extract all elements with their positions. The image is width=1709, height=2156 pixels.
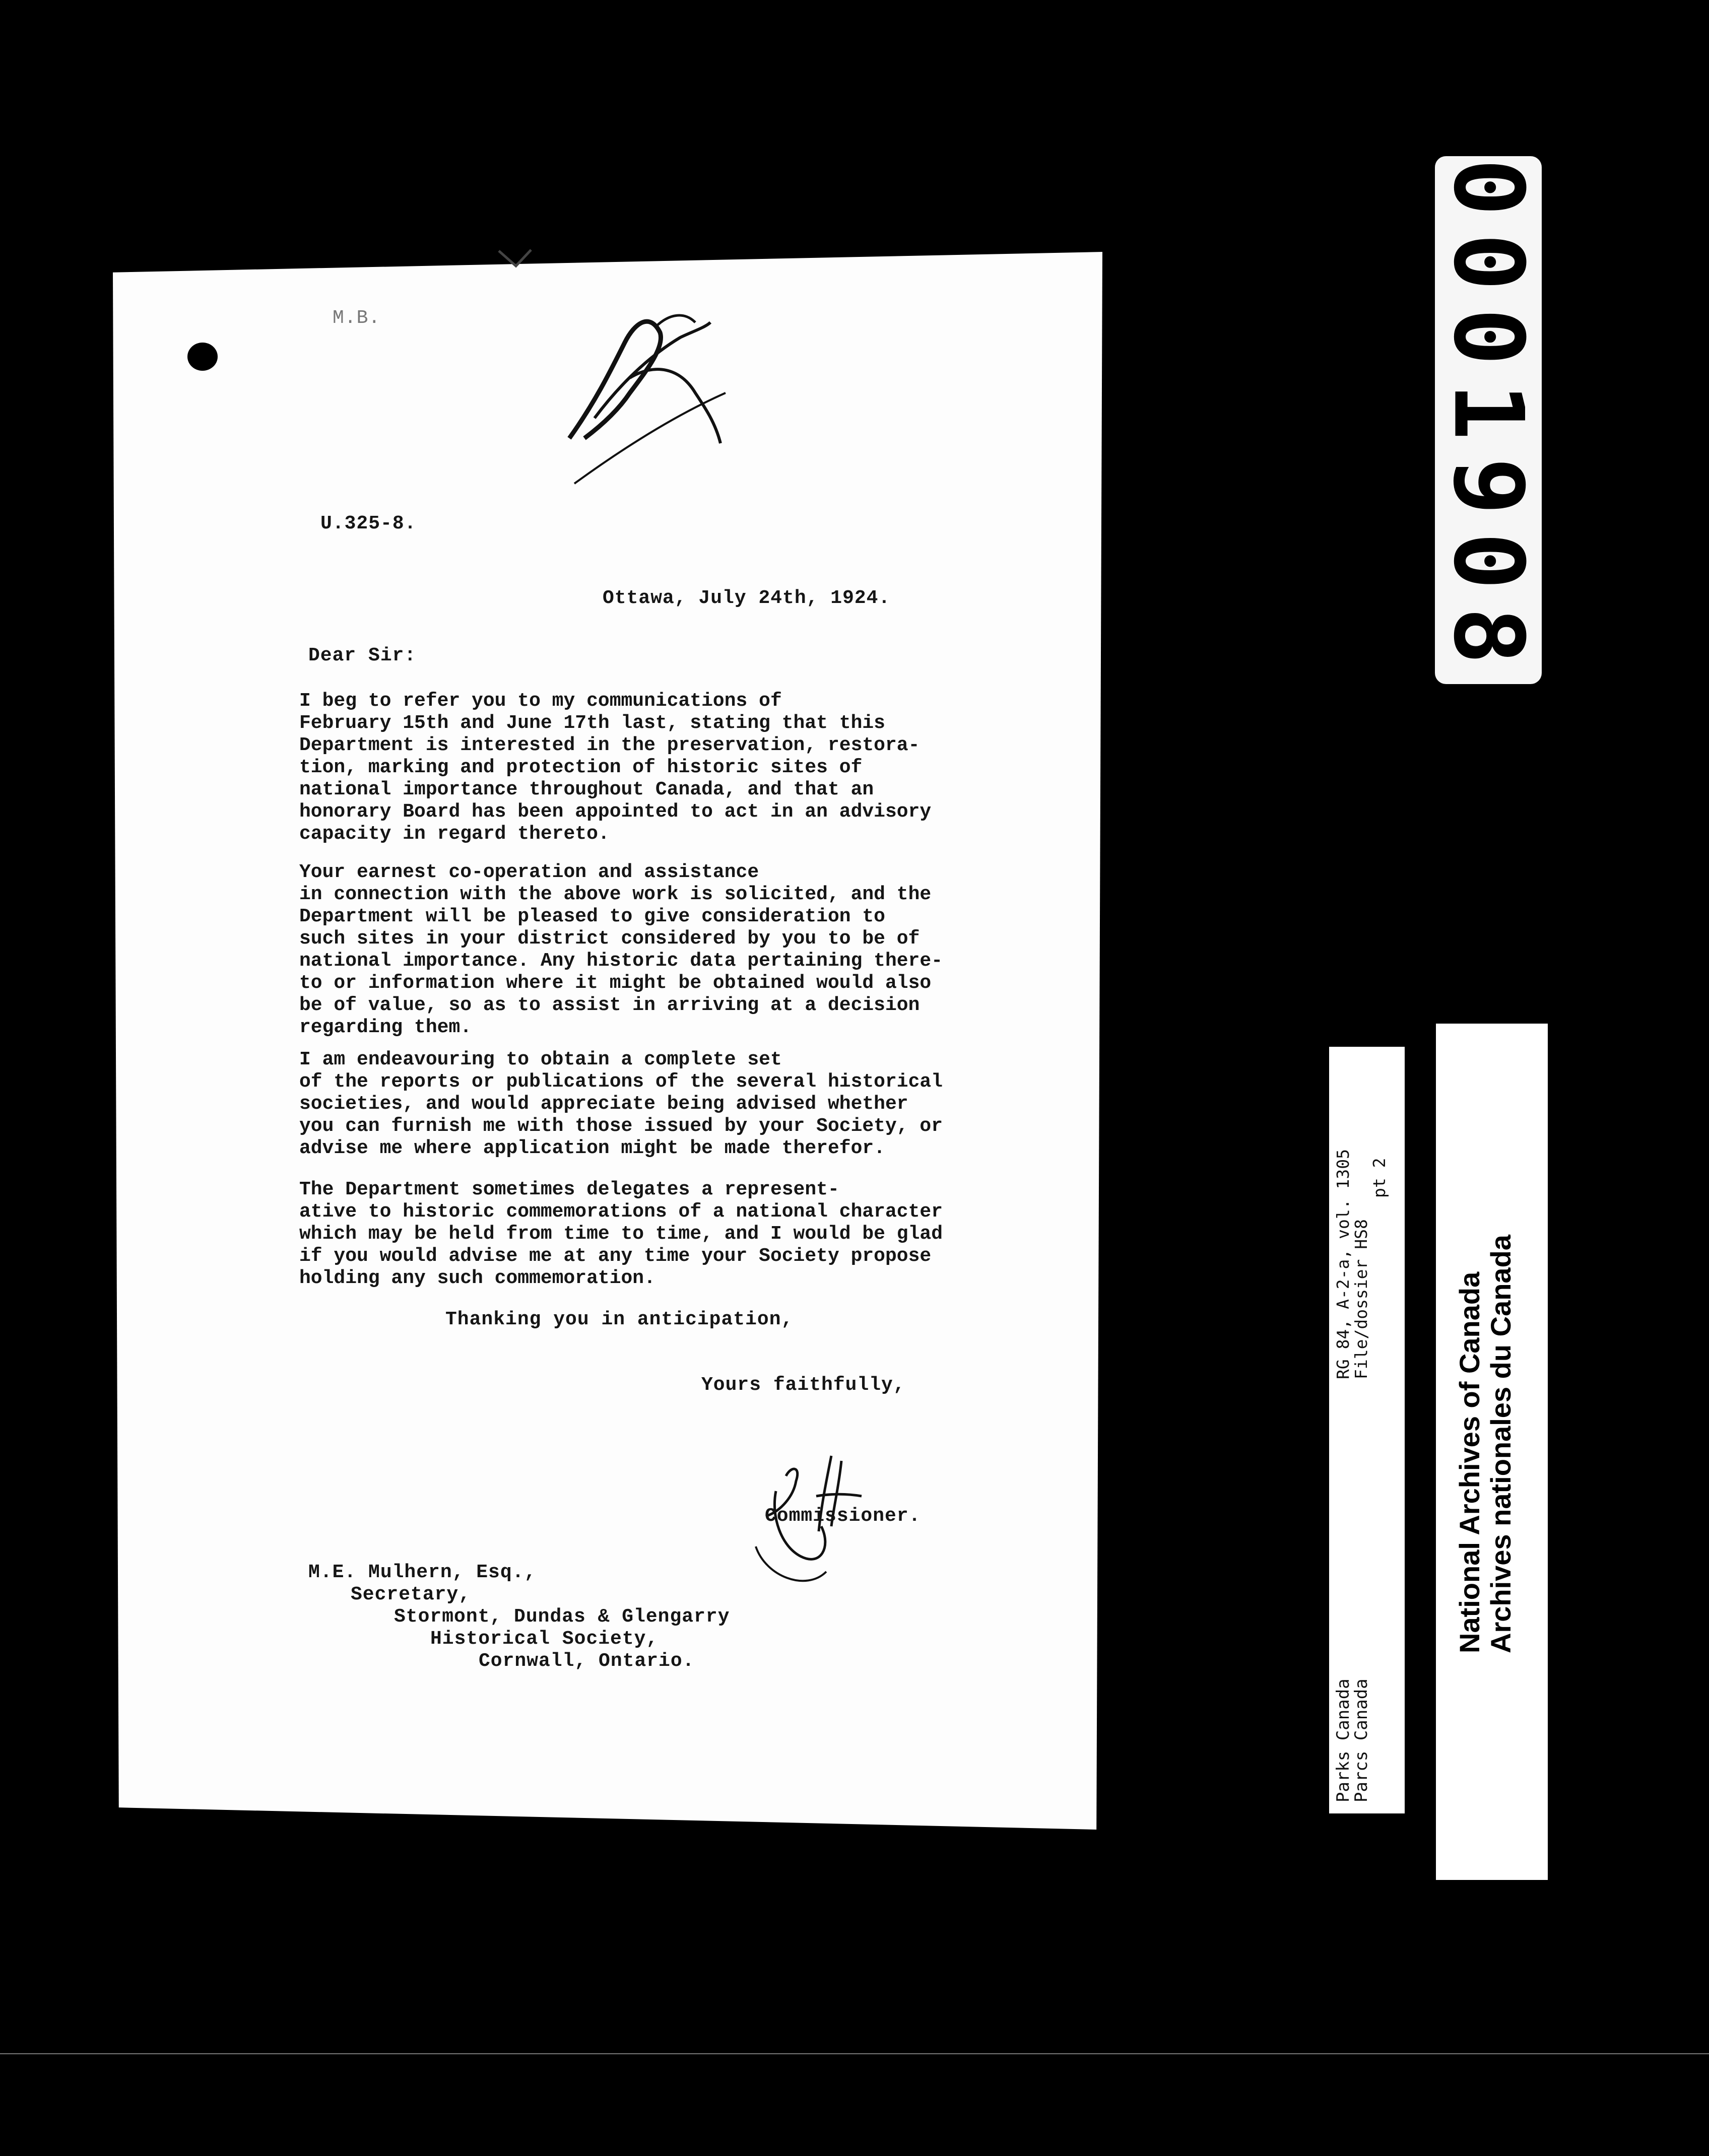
archive-label: [1436, 1024, 1548, 1880]
scan-edge-line: [0, 2053, 1709, 2054]
signature-title: Commissioner.: [765, 1505, 921, 1527]
corner-fold-mark: [498, 249, 533, 269]
punch-hole: [187, 343, 218, 371]
reference-line-2: File/dossier HS8: [1351, 1219, 1371, 1379]
reference-line-3: pt 2: [1369, 1158, 1389, 1198]
reference-line-1: RG 84, A-2-a, vol. 1305: [1333, 1149, 1353, 1379]
microfilm-frame-number: [1432, 156, 1544, 684]
paragraph-2: Your earnest co-operation and assistance in connection with the above work is solicited, and the Department will be pleased to give consideration to such sites in your district considered by you to be of national importance. Any historic data pertaining there- to or information where it might be obtained would also be of value, so as to assist in arriving at a decision regarding them.: [299, 861, 943, 1038]
archive-label-en: National Archives of Canada: [1454, 1271, 1485, 1653]
address-line-4: Historical Society,: [430, 1628, 659, 1650]
paragraph-3: I am endeavouring to obtain a complete set of the reports or publications of the several historical societies, and would appreciate being advised whether you can furnish me with those issued by your Society, or advise me where application might be made therefor.: [299, 1049, 943, 1159]
archive-label-fr: Archives nationales du Canada: [1485, 1235, 1517, 1653]
closing: Yours faithfully,: [701, 1374, 905, 1396]
address-line-5: Cornwall, Ontario.: [479, 1650, 695, 1672]
handwritten-mark: [554, 292, 756, 494]
address-line-3: Stormont, Dundas & Glengarry: [394, 1606, 730, 1628]
address-line-2: Secretary,: [351, 1584, 471, 1605]
address-line-1: M.E. Mulhern, Esq.,: [308, 1562, 537, 1583]
dateline: Ottawa, July 24th, 1924.: [603, 587, 891, 609]
parks-canada-fr: Parcs Canada: [1351, 1678, 1371, 1802]
file-reference: U.325-8.: [320, 513, 417, 534]
reference-label: [1329, 1047, 1405, 1813]
paragraph-4: The Department sometimes delegates a represent- ative to historic commemorations of a national character which may be held from time to time, and I would be glad if you would advise me at any time your Society propose holding any such commemoration.: [299, 1179, 943, 1289]
parks-canada-en: Parks Canada: [1333, 1678, 1353, 1802]
frame-number-text: 0001908: [1432, 158, 1544, 682]
letter-initials: M.B.: [333, 307, 381, 329]
paragraph-1: I beg to refer you to my communications of February 15th and June 17th last, stating that this Department is interested in the preservation, restora- tion, marking and protection of historic sites of national importance throughout Canada, and that an honorary Board has been appointed to act in an advisory capacity in regard thereto.: [299, 690, 932, 845]
salutation: Dear Sir:: [308, 645, 417, 666]
thanks-line: Thanking you in anticipation,: [445, 1309, 794, 1330]
